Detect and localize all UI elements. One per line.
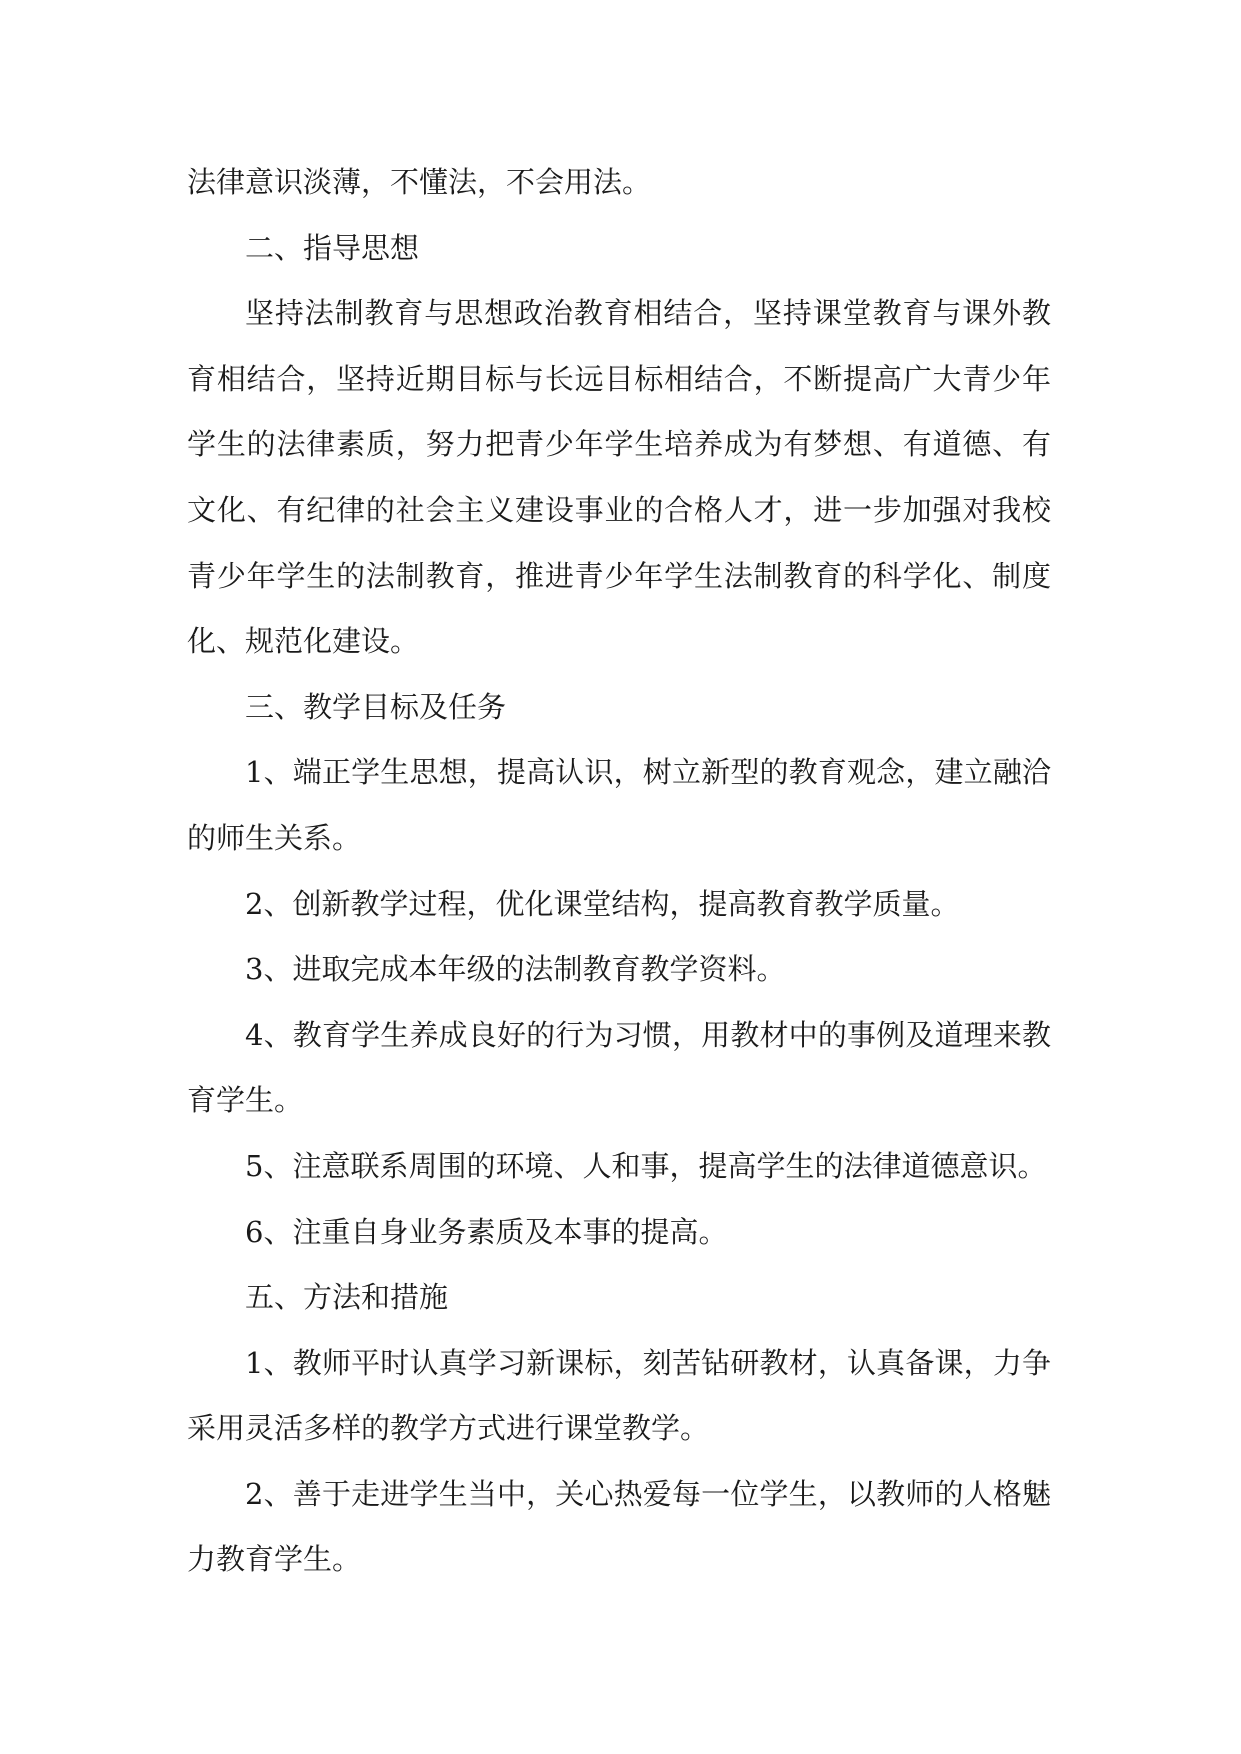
list-item-goal-5: 5、注意联系周围的环境、人和事，提高学生的法律道德意识。 [245, 1148, 1047, 1183]
section-heading-methods: 五、方法和措施 [245, 1280, 449, 1315]
list-item-goal-1: 1、端正学生思想，提高认识，树立新型的教育观念，建立融洽的师生关系。 [187, 755, 1051, 855]
list-item-goal-6: 6、注重自身业务素质及本事的提高。 [245, 1214, 728, 1249]
section-heading-teaching-goals: 三、教学目标及任务 [245, 689, 507, 724]
paragraph-continuation: 法律意识淡薄，不懂法，不会用法。 [187, 165, 652, 199]
list-item-goal-2: 2、创新教学过程，优化课堂结构，提高教育教学质量。 [245, 886, 960, 921]
section-heading-guiding-ideology: 二、指导思想 [245, 230, 420, 265]
document-body [187, 150, 1051, 1593]
list-item-method-2: 2、善于走进学生当中，关心热爱每一位学生，以教师的人格魅力教育学生。 [187, 1476, 1051, 1577]
list-item-method-1: 1、教师平时认真学习新课标，刻苦钻研教材，认真备课，力争采用灵活多样的教学方式进行课堂教学。 [187, 1345, 1051, 1446]
list-item-goal-4: 4、教育学生养成良好的行为习惯，用教材中的事例及道理来教育学生。 [187, 1017, 1051, 1118]
list-item-goal-3: 3、进取完成本年级的法制教育教学资料。 [245, 952, 786, 987]
paragraph-guiding-ideology: 坚持法制教育与思想政治教育相结合，坚持课堂教育与课外教育相结合，坚持近期目标与长远目标相结合，不断提高广大青少年学生的法律素质，努力把青少年学生培养成为有梦想、有道德、有文化、有纪律的社会主义建设事业的合格人才，进一步加强对我校青少年学生的法制教育，推进青少年学生法制教育的科学化、制度化、规范化建设。 [187, 296, 1051, 659]
